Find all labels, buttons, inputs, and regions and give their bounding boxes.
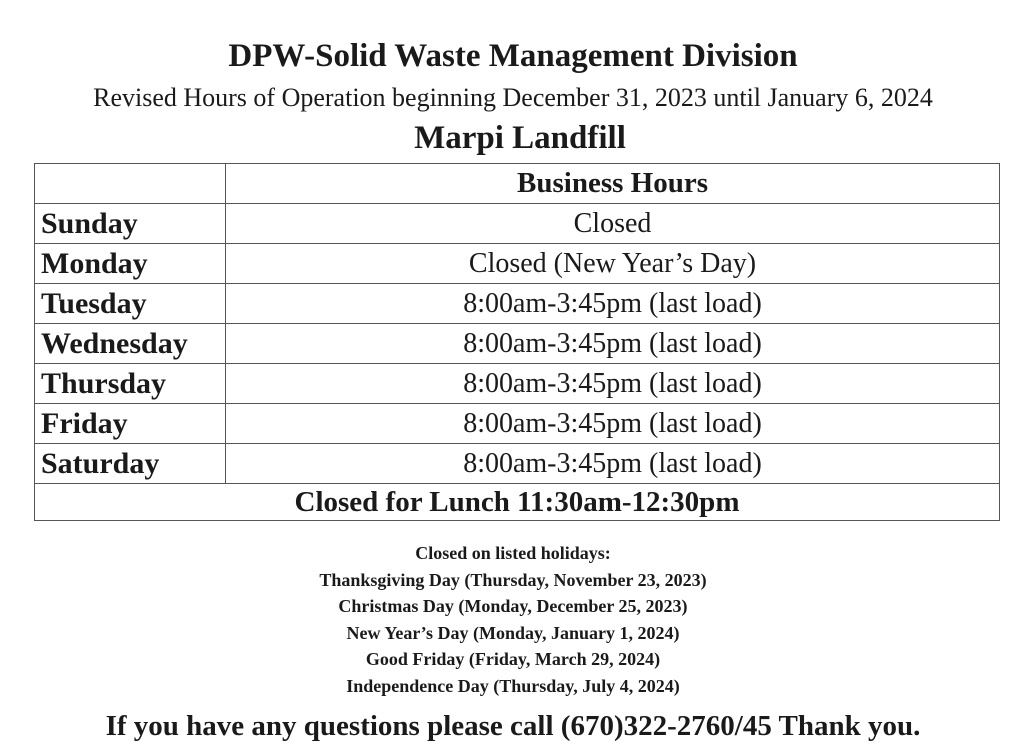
table-row [35, 404, 1000, 444]
holiday-item: Christmas Day (Monday, December 25, 2023) [338, 596, 688, 616]
day-cell: Monday [35, 244, 226, 284]
hours-cell: Closed (New Year’s Day) [226, 244, 1000, 284]
hours-cell: 8:00am-3:45pm (last load) [226, 324, 1000, 364]
table-row [35, 244, 1000, 284]
table-row [35, 364, 1000, 404]
table-row [35, 284, 1000, 324]
holiday-item: Good Friday (Friday, March 29, 2024) [365, 649, 661, 669]
day-cell: Thursday [35, 364, 226, 404]
day-cell: Saturday [35, 444, 226, 484]
holiday-heading: Closed on listed holidays: [415, 543, 611, 563]
lunch-row [35, 484, 1000, 521]
hours-cell: 8:00am-3:45pm (last load) [226, 444, 1000, 484]
day-cell: Friday [35, 404, 226, 444]
header-empty-cell [35, 164, 226, 204]
day-cell: Tuesday [35, 284, 226, 324]
day-cell: Wednesday [35, 324, 226, 364]
day-cell: Sunday [35, 204, 226, 244]
business-hours-table [34, 163, 1000, 521]
holiday-item: Independence Day (Thursday, July 4, 2024) [346, 675, 680, 696]
hours-cell: 8:00am-3:45pm (last load) [226, 364, 1000, 404]
lunch-notice: Closed for Lunch 11:30am-12:30pm [35, 484, 1000, 521]
table-row [35, 204, 1000, 244]
table-header-row [35, 164, 1000, 204]
hours-cell: 8:00am-3:45pm (last load) [226, 404, 1000, 444]
site-name: Marpi Landfill [414, 120, 626, 156]
holiday-item: Thanksgiving Day (Thursday, November 23, 2023) [319, 569, 707, 590]
document-title: DPW-Solid Waste Management Division [228, 38, 798, 74]
table-row [35, 444, 1000, 484]
table-row [35, 324, 1000, 364]
hours-cell: 8:00am-3:45pm (last load) [226, 284, 1000, 324]
holiday-item: New Year’s Day (Monday, January 1, 2024) [346, 622, 680, 643]
business-hours-header: Business Hours [226, 164, 1000, 204]
contact-footer: If you have any questions please call (670)322-2760/45 Thank you. [105, 710, 921, 742]
hours-cell: Closed [226, 204, 1000, 244]
document-subtitle: Revised Hours of Operation beginning December 31, 2023 until January 6, 2024 [93, 83, 933, 112]
holiday-list [0, 540, 1026, 699]
